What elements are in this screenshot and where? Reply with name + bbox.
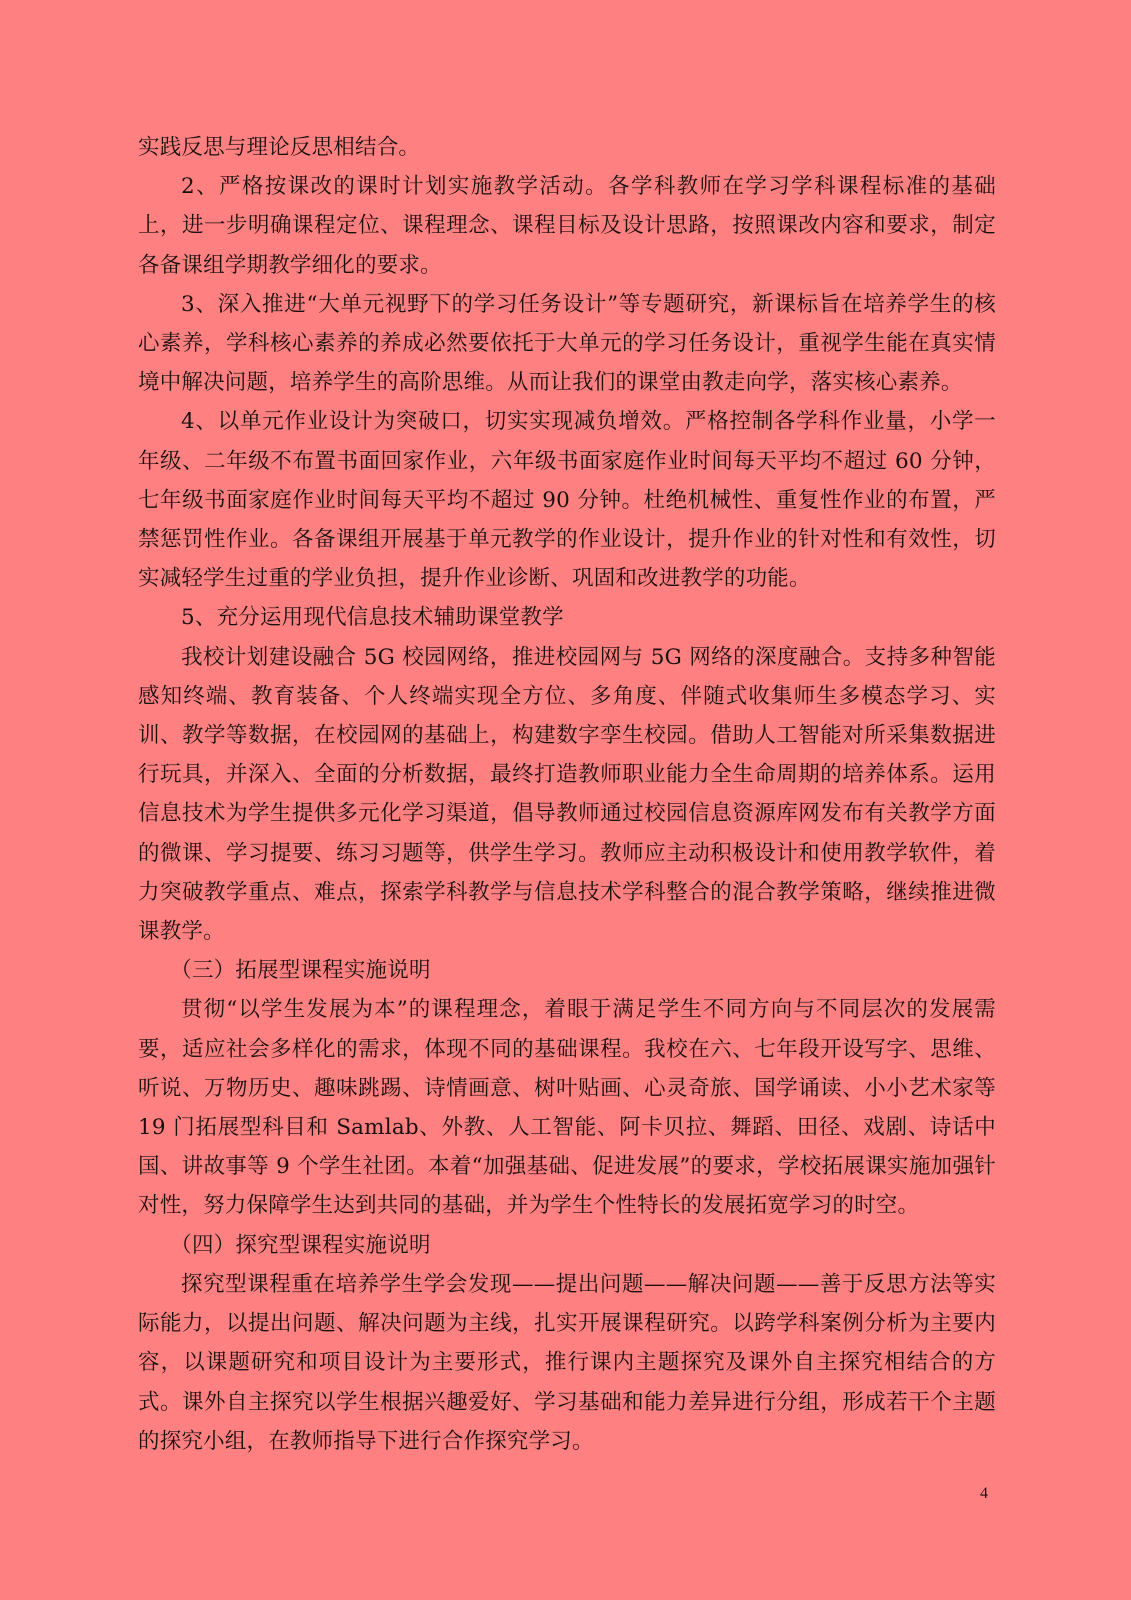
paragraph-item-3: 3、深入推进“大单元视野下的学习任务设计”等专题研究，新课标旨在培养学生的核心素养，学科核心素养的养成必然要依托于大单元的学习任务设计，重视学生能在真实情境中解决问题，培养学生的高阶思维。从而让我们的课堂由教走向学，落实核心素养。 [138,291,996,396]
paragraph-item-5-heading: 5、充分运用现代信息技术辅助课堂教学 [181,605,564,631]
paragraph-item-2: 2、严格按课改的课时计划实施教学活动。各学科教师在学习学科课程标准的基础上，进一步明确课程定位、课程理念、课程目标及设计思路，按照课改内容和要求，制定各备课组学期教学细化的要求。 [138,174,996,278]
paragraph-continuation: 实践反思与理论反思相结合。 [138,135,421,160]
paragraph-item-4: 4、以单元作业设计为突破口，切实实现减负增效。严格控制各学科作业量，小学一年级、二年级不布置书面回家作业，六年级书面家庭作业时间每天平均不超过 60 分钟，七年级书面家庭作业时间每天平均不超过 90 分钟。杜绝机械性、重复性作业的布置，严禁惩罚性作业。各备课组开展基于单元教学的作业设计，提升作业的针对性和有效性，切实减轻学生过重的学业负担，提升作业诊断、巩固和改进教学的功能。 [138,409,996,592]
paragraph-extended-curriculum: 贯彻“以学生发展为本”的课程理念，着眼于满足学生不同方向与不同层次的发展需要，适应社会多样化的需求，体现不同的基础课程。我校在六、七年段开设写字、思维、听说、万物历史、趣味跳踢、诗情画意、树叶贴画、心灵奇旅、国学诵读、小小艺术家等 19 门拓展型科目和 Samlab、外教、人工智能、阿卡贝拉、舞蹈、田径、戏剧、诗话中国、讲故事等 9 个学生社团。本着“加强基础、促进发展”的要求，学校拓展课实施加强针对性，努力保障学生达到共同的基础，并为学生个性特长的发展拓宽学习的时空。 [138,997,996,1219]
paragraph-item-5-body: 我校计划建设融合 5G 校园网络，推进校园网与 5G 网络的深度融合。支持多种智能感知终端、教育装备、个人终端实现全方位、多角度、伴随式收集师生多模态学习、实训、教学等数据，在校园网的基础上，构建数字孪生校园。借助人工智能对所采集数据进行玩具，并深入、全面的分析数据，最终打造教师职业能力全生命周期的培养体系。运用信息技术为学生提供多元化学习渠道，倡导教师通过校园信息资源库网发布有关教学方面的微课、学习提要、练习习题等，供学生学习。教师应主动积极设计和使用教学软件，着力突破教学重点、难点，探索学科教学与信息技术学科整合的混合教学策略，继续推进微课教学。 [138,644,996,945]
section-heading-inquiry-curriculum: （四）探究型课程实施说明 [170,1232,431,1258]
page-number: 4 [980,1485,988,1502]
paragraph-inquiry-curriculum: 探究型课程重在培养学生学会发现——提出问题——解决问题——善于反思方法等实际能力，以提出问题、解决问题为主线，扎实开展课程研究。以跨学科案例分析为主要内容，以课题研究和项目设计为主要形式，推行课内主题探究及课外自主探究相结合的方式。课外自主探究以学生根据兴趣爱好、学习基础和能力差异进行分组，形成若干个主题的探究小组，在教师指导下进行合作探究学习。 [138,1271,996,1454]
section-heading-extended-curriculum: （三）拓展型课程实施说明 [170,958,431,984]
document-body [138,128,996,1461]
